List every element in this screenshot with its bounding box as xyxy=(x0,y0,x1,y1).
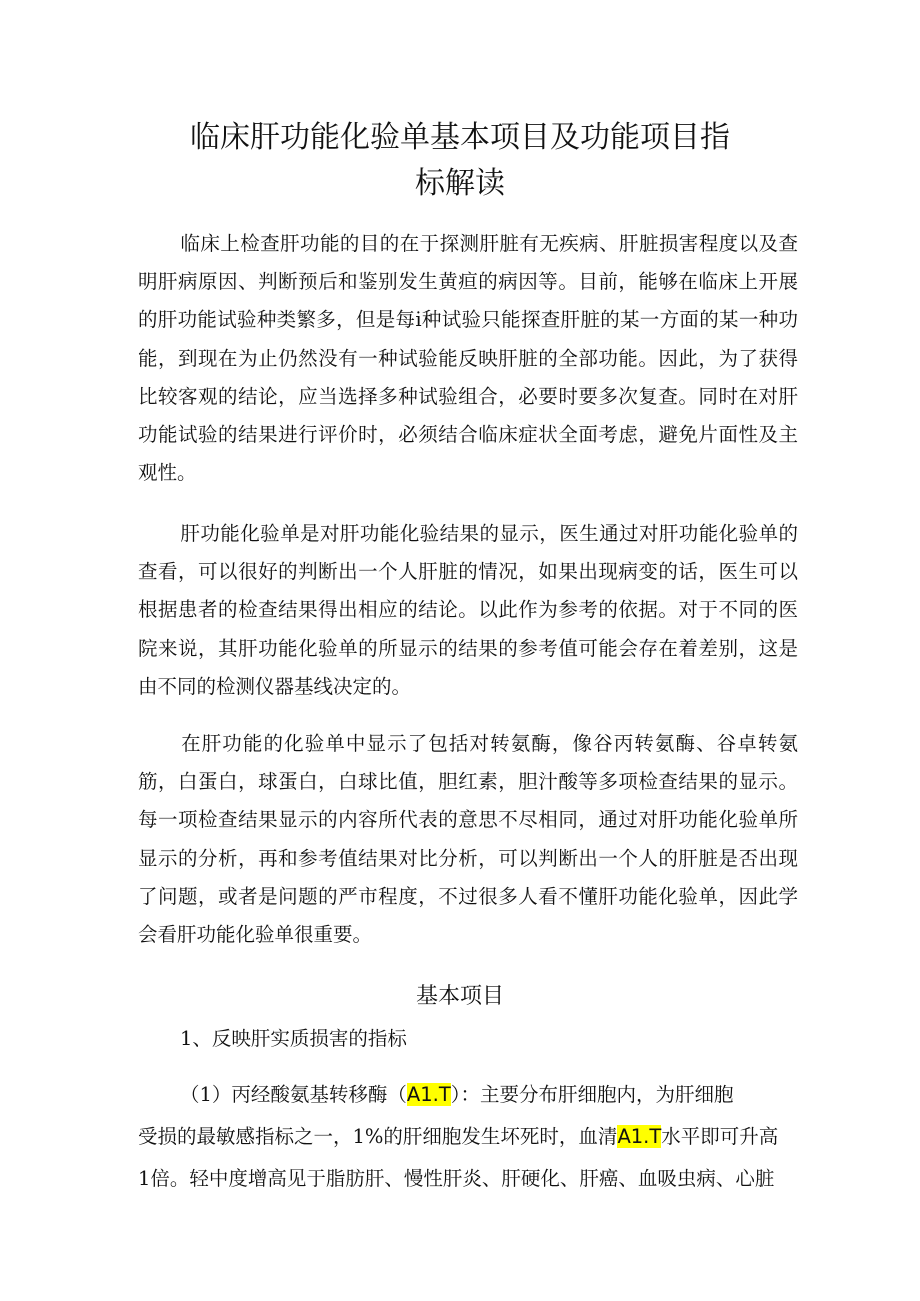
paragraph-1 xyxy=(138,225,798,492)
alt-line-2-post: 水平即可升高 xyxy=(661,1125,779,1148)
alt-abbreviation-highlight: A1.T xyxy=(406,1083,451,1106)
paragraph-1-text: 临床上检查肝功能的目的在于探测肝脏有无疾病、肝脏损害程度以及查明肝病原因、判断预后和鉴别发生黄疸的病因等。目前，能够在临床上开展的肝功能试验种类繁多，但是每i种试验只能探查肝脏的某一方面的某一种功能，到现在为止仍然没有一种试验能反映肝脏的全部功能。因此，为了获得比较客观的结论，应当选择多种试验组合，必要时要多次复查。同时在对肝功能试验的结果进行评价时，必须结合临床症状全面考虑，避免片面性及主观性。 xyxy=(138,232,798,485)
alt-line-1-post: ）：主要分布肝细胞内，为肝细胞 xyxy=(450,1083,734,1106)
paragraph-3 xyxy=(138,725,798,954)
item-1-heading: 1、反映肝实质损害的指标 xyxy=(180,1027,407,1050)
alt-line-1-pre: （1）丙经酸氨基转移酶（ xyxy=(180,1083,407,1106)
document-title-line-2: 标解读 xyxy=(415,166,505,201)
section-title: 基本项目 xyxy=(415,984,504,1009)
alt-line-3: 1倍。轻中度增高见于脂肪肝、慢性肝炎、肝硬化、肝癌、血吸虫病、心脏 xyxy=(138,1167,775,1190)
alt-line-2 xyxy=(138,1122,778,1152)
alt-line-1 xyxy=(180,1080,734,1110)
paragraph-2-text: 肝功能化验单是对肝功能化验结果的显示，医生通过对肝功能化验单的查看，可以很好的判断出一个人肝脏的情况，如果出现病变的话，医生可以根据患者的检查结果得出相应的结论。以此作为参考的依据。对于不同的医院来说，其肝功能化验单的所显示的结果的参考值可能会存在着差别，这是由不同的检测仪器基线决定的。 xyxy=(138,522,798,698)
alt-line-2-pre: 受损的最敏感指标之一，1%的肝细胞发生坏死时，血清 xyxy=(138,1125,618,1148)
alt-abbreviation-highlight-2: A1.T xyxy=(617,1125,662,1148)
document-title-line-1: 临床肝功能化验单基本项目及功能项目指 xyxy=(190,120,730,155)
paragraph-2 xyxy=(138,515,798,706)
paragraph-3-text: 在肝功能的化验单中显示了包括对转氨酶，像谷丙转氨酶、谷卓转氨筋，白蛋白，球蛋白，白球比值，胆红素，胆汁酸等多项检查结果的显示。每一项检查结果显示的内容所代表的意思不尽相同，通过对肝功能化验单所显示的分析，再和参考值结果对比分析，可以判断出一个人的肝脏是否出现了问题，或者是问题的严市程度，不过很多人看不懂肝功能化验单，因此学会看肝功能化验单很重要。 xyxy=(138,732,798,947)
